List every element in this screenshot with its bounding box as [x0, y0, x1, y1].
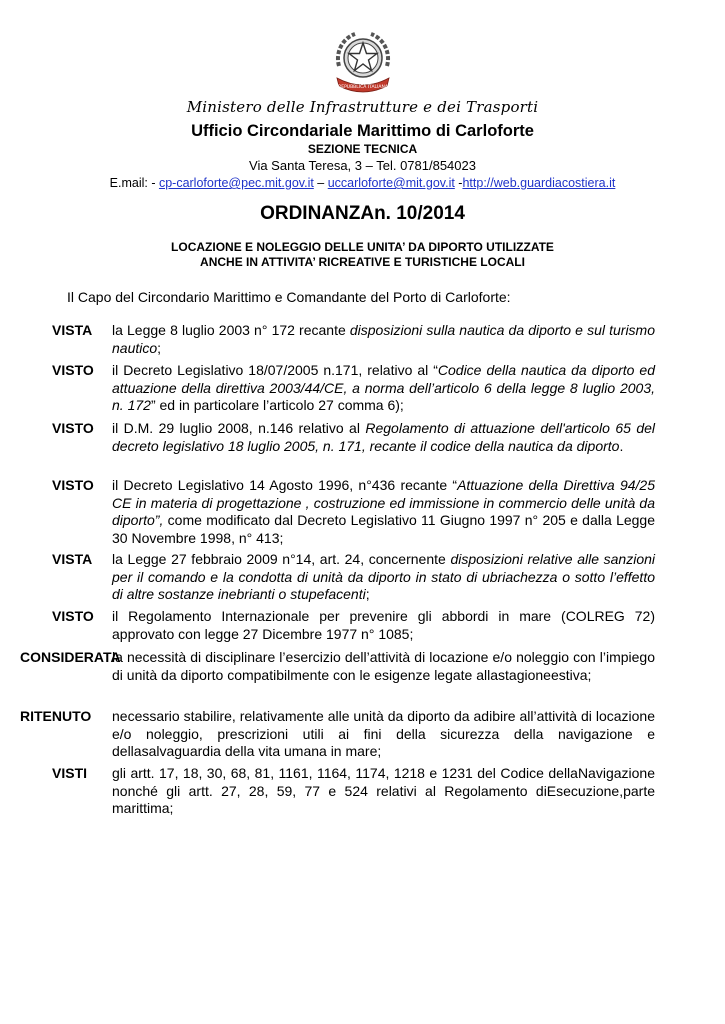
recital-entry: VISTA la Legge 8 luglio 2003 n° 172 recante disposizioni sulla nautica da diporto e sul turismo nautico;: [52, 322, 655, 356]
office-address: Via Santa Teresa, 3 – Tel. 0781/854023: [249, 158, 476, 173]
pec-email-link[interactable]: cp-carloforte@pec.mit.gov.it: [158, 176, 314, 190]
office-name: Ufficio Circondariale Marittimo di Carloforte: [191, 122, 534, 140]
ministry-name: Ministero delle Infrastrutture e dei Trasporti: [186, 98, 539, 116]
recital-label: VISTO: [52, 420, 94, 436]
recital-entry: VISTO il Decreto Legislativo 18/07/2005 n.171, relativo al “Codice della nautica da diporto ed attuazione della direttiva 2003/44/CE, a norma dell’articolo 6 della legge 8 luglio 2003, n. 172” ed in particolare l’articolo 27 comma 6);: [52, 362, 656, 413]
ordinance-title: ORDINANZAn. 10/2014: [260, 203, 465, 224]
recital-label: CONSIDERATA: [20, 649, 121, 665]
recital-label: VISTO: [52, 608, 94, 624]
recital-label: VISTO: [52, 477, 94, 493]
contact-emails: E.mail: - cp-carloforte@pec.mit.gov.it – uccarloforte@mit.gov.it -http://web.guardiacostiera.it: [109, 176, 616, 190]
recital-entry: RITENUTO necessario stabilire, relativamente alle unità da diporto da adibire all’attività di locazione e/o noleggio, prescrizioni utili ai fini della sicurezza della navigazione e dellasalvaguardia della vita umana in mare;: [20, 708, 655, 759]
recital-entry: VISTO il Decreto Legislativo 14 Agosto 1996, n°436 recante “Attuazione della Direttiva 94/25 CE in materia di progettazione , costruzione ed immissione in commercio delle unità da diporto”, come modificato dal Decreto Legislativo 11 Giugno 1997 n° 205 e dalla Legge 30 Novembre 1998, n° 413;: [52, 477, 656, 546]
svg-text:REPUBBLICA ITALIANA: REPUBBLICA ITALIANA: [338, 85, 388, 90]
office-email-link[interactable]: uccarloforte@mit.gov.it: [327, 176, 455, 190]
recital-entry: VISTO il Regolamento Internazionale per prevenire gli abbordi in mare (COLREG 72) approvato con legge 27 Dicembre 1977 n° 1085;: [52, 608, 655, 642]
section-name: SEZIONE TECNICA: [307, 142, 418, 156]
website-link[interactable]: http://web.guardiacostiera.it: [462, 176, 616, 190]
recital-label: VISTA: [52, 322, 93, 338]
recital-label: VISTI: [52, 765, 88, 781]
recital-label: VISTO: [52, 362, 94, 378]
recital-label: RITENUTO: [20, 708, 92, 724]
recital-entry: VISTI gli artt. 17, 18, 30, 68, 81, 1161, 1164, 1174, 1218 e 1231 del Codice dellaNavigazione nonché gli artt. 27, 28, 59, 77 e 524 relativi al Regolamento diEsecuzione,parte marittima;: [52, 765, 655, 816]
recital-label: VISTA: [52, 551, 93, 567]
recital-entry: VISTA la Legge 27 febbraio 2009 n°14, art. 24, concernente disposizioni relative alle sanzioni per il comando e la condotta di unità da diporto in stato di ubriachezza o sotto l’effetto di altre sostanze inebrianti o stupefacenti;: [52, 551, 655, 602]
recital-entry: CONSIDERATA la necessità di disciplinare l’esercizio dell’attività di locazione e/o noleggio con l’impiego di unità da diporto compatibilmente con le esigenze legate allastagioneestiva;: [20, 649, 655, 683]
recital-entry: VISTO il D.M. 29 luglio 2008, n.146 relativo al Regolamento di attuazione dell'articolo 65 del decreto legislativo 18 luglio 2005, n. 171, recante il codice della nautica da diporto.: [52, 420, 656, 454]
intro-paragraph: Il Capo del Circondario Marittimo e Comandante del Porto di Carloforte:: [67, 289, 511, 305]
email-label: E.mail: -: [109, 176, 159, 190]
ordinance-subject: LOCAZIONE E NOLEGGIO DELLE UNITA’ DA DIPORTO UTILIZZATE ANCHE IN ATTIVITA’ RICREATIVE E TURISTICHE LOCALI: [171, 240, 554, 269]
italian-republic-emblem: [325, 26, 401, 98]
